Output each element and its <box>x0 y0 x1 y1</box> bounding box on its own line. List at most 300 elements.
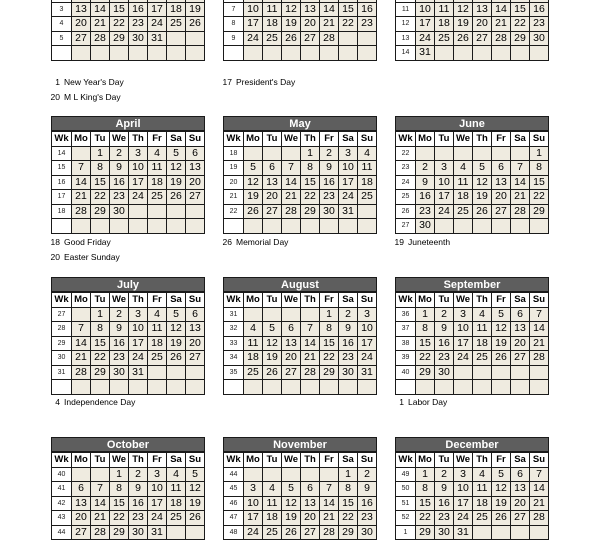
day-cell: 24 <box>129 351 148 366</box>
week-row <box>52 322 205 337</box>
day-cell: 20 <box>511 336 530 351</box>
weekday-header: Mo <box>244 453 263 468</box>
day-cell: 28 <box>320 31 339 46</box>
holiday-list <box>212 75 382 90</box>
month-title: July <box>51 277 205 292</box>
day-cell: 5 <box>186 467 205 482</box>
day-cell <box>492 146 511 161</box>
day-cell: 17 <box>435 190 454 205</box>
month-block <box>223 116 377 234</box>
day-cell: 19 <box>263 351 282 366</box>
day-cell: 15 <box>91 175 110 190</box>
week-number: 24 <box>396 175 416 190</box>
day-cell: 6 <box>186 307 205 322</box>
month-title: May <box>223 116 377 131</box>
day-cell: 10 <box>244 496 263 511</box>
day-cell <box>186 525 205 540</box>
week-row <box>224 175 377 190</box>
week-row <box>396 161 549 176</box>
day-cell <box>339 380 358 395</box>
week-number: 9 <box>224 31 244 46</box>
day-cell: 24 <box>148 511 167 526</box>
week-number: 7 <box>224 2 244 17</box>
weekday-header: Fr <box>320 132 339 147</box>
day-cell: 31 <box>148 525 167 540</box>
month-title: December <box>395 437 549 452</box>
day-cell: 8 <box>91 161 110 176</box>
weekday-header: Sa <box>167 453 186 468</box>
day-cell <box>263 467 282 482</box>
day-cell: 9 <box>358 482 377 497</box>
week-row <box>52 146 205 161</box>
day-cell: 19 <box>167 175 186 190</box>
day-cell: 15 <box>530 175 549 190</box>
day-cell: 11 <box>244 336 263 351</box>
week-row <box>224 380 377 395</box>
week-row <box>52 2 205 17</box>
day-cell <box>263 46 282 61</box>
day-cell <box>301 219 320 234</box>
holiday-date: 19 <box>394 237 404 247</box>
day-cell: 20 <box>492 190 511 205</box>
month-grid <box>51 131 205 234</box>
day-cell: 9 <box>110 161 129 176</box>
week-row <box>52 380 205 395</box>
day-cell: 13 <box>72 2 91 17</box>
day-cell: 14 <box>511 175 530 190</box>
day-cell <box>435 146 454 161</box>
weekday-header: Tu <box>91 132 110 147</box>
day-cell: 17 <box>148 496 167 511</box>
week-row <box>396 380 549 395</box>
day-cell: 22 <box>110 17 129 32</box>
weekday-header: We <box>110 453 129 468</box>
day-cell: 6 <box>263 161 282 176</box>
day-cell <box>473 380 492 395</box>
month-title: April <box>51 116 205 131</box>
day-cell <box>511 46 530 61</box>
weekday-header: Wk <box>52 132 72 147</box>
day-cell <box>244 467 263 482</box>
month-title: June <box>395 116 549 131</box>
day-cell: 14 <box>91 2 110 17</box>
week-row <box>52 46 205 61</box>
week-number: 28 <box>52 322 72 337</box>
day-cell: 2 <box>435 307 454 322</box>
week-row <box>52 525 205 540</box>
day-cell <box>435 380 454 395</box>
day-cell <box>454 365 473 380</box>
day-cell: 9 <box>416 175 435 190</box>
day-cell: 16 <box>129 496 148 511</box>
week-row <box>52 482 205 497</box>
week-number: 14 <box>52 146 72 161</box>
day-cell: 16 <box>530 2 549 17</box>
day-cell <box>148 219 167 234</box>
month-title: September <box>395 277 549 292</box>
day-cell <box>473 146 492 161</box>
month-block <box>223 437 377 540</box>
day-cell: 19 <box>186 2 205 17</box>
day-cell: 14 <box>72 336 91 351</box>
week-number: 8 <box>224 17 244 32</box>
day-cell: 29 <box>416 525 435 540</box>
week-number <box>396 380 416 395</box>
day-cell <box>167 31 186 46</box>
month-block <box>395 0 549 61</box>
day-cell: 25 <box>167 17 186 32</box>
week-row <box>396 146 549 161</box>
weekday-header: We <box>110 132 129 147</box>
week-row <box>396 17 549 32</box>
day-cell <box>186 380 205 395</box>
day-cell: 19 <box>167 336 186 351</box>
weekday-header: Wk <box>396 293 416 308</box>
day-cell: 10 <box>454 322 473 337</box>
day-cell: 31 <box>454 525 473 540</box>
day-cell <box>511 380 530 395</box>
week-row <box>224 525 377 540</box>
day-cell <box>148 380 167 395</box>
day-cell: 26 <box>454 31 473 46</box>
day-cell: 26 <box>492 511 511 526</box>
day-cell: 2 <box>358 467 377 482</box>
day-cell: 3 <box>148 467 167 482</box>
weekday-header: Mo <box>416 132 435 147</box>
week-number: 22 <box>396 146 416 161</box>
month-grid <box>395 292 549 395</box>
weekday-header: We <box>282 132 301 147</box>
day-cell: 10 <box>339 161 358 176</box>
day-cell: 10 <box>358 322 377 337</box>
day-cell: 21 <box>91 511 110 526</box>
day-cell: 9 <box>435 482 454 497</box>
week-number: 42 <box>52 496 72 511</box>
day-cell <box>186 219 205 234</box>
weekday-header: Wk <box>224 132 244 147</box>
day-cell <box>530 365 549 380</box>
day-cell: 13 <box>301 2 320 17</box>
weekday-header: Wk <box>52 453 72 468</box>
week-number: 20 <box>224 175 244 190</box>
weekday-header: Th <box>473 453 492 468</box>
week-row <box>224 496 377 511</box>
day-cell: 20 <box>301 511 320 526</box>
day-cell: 29 <box>301 204 320 219</box>
holiday-date: 1 <box>399 397 404 407</box>
day-cell: 28 <box>282 204 301 219</box>
day-cell: 18 <box>244 351 263 366</box>
week-number: 16 <box>52 175 72 190</box>
day-cell: 1 <box>91 307 110 322</box>
day-cell: 17 <box>148 2 167 17</box>
month-block <box>51 116 205 234</box>
day-cell <box>435 46 454 61</box>
week-row <box>52 496 205 511</box>
day-cell <box>511 525 530 540</box>
day-cell <box>148 46 167 61</box>
day-cell: 8 <box>416 482 435 497</box>
day-cell: 13 <box>492 175 511 190</box>
day-cell: 21 <box>530 336 549 351</box>
day-cell <box>148 204 167 219</box>
day-cell: 12 <box>282 496 301 511</box>
holiday-item <box>212 235 382 250</box>
day-cell <box>358 204 377 219</box>
day-cell: 26 <box>186 17 205 32</box>
day-cell: 28 <box>320 525 339 540</box>
day-cell: 6 <box>492 161 511 176</box>
day-cell: 26 <box>186 511 205 526</box>
day-cell: 29 <box>110 31 129 46</box>
day-cell: 27 <box>473 31 492 46</box>
week-row <box>52 351 205 366</box>
day-cell: 24 <box>244 31 263 46</box>
weekday-header-row <box>396 293 549 308</box>
week-row <box>396 511 549 526</box>
week-number: 27 <box>396 219 416 234</box>
day-cell: 5 <box>167 307 186 322</box>
week-number: 17 <box>52 190 72 205</box>
day-cell: 3 <box>129 307 148 322</box>
holiday-name: M L King's Day <box>64 92 121 102</box>
day-cell: 1 <box>91 146 110 161</box>
week-row <box>396 496 549 511</box>
day-cell: 10 <box>244 2 263 17</box>
week-number: 46 <box>224 496 244 511</box>
day-cell: 24 <box>416 31 435 46</box>
week-row <box>52 204 205 219</box>
weekday-header: Th <box>301 132 320 147</box>
day-cell: 29 <box>511 31 530 46</box>
day-cell: 1 <box>530 146 549 161</box>
day-cell <box>454 219 473 234</box>
week-number: 44 <box>52 525 72 540</box>
day-cell: 5 <box>492 307 511 322</box>
day-cell <box>148 365 167 380</box>
day-cell <box>167 365 186 380</box>
day-cell <box>320 219 339 234</box>
day-cell: 5 <box>167 146 186 161</box>
day-cell: 13 <box>282 336 301 351</box>
week-number <box>52 219 72 234</box>
day-cell <box>473 219 492 234</box>
day-cell <box>282 380 301 395</box>
day-cell <box>72 380 91 395</box>
day-cell: 2 <box>129 467 148 482</box>
week-row <box>396 190 549 205</box>
day-cell: 15 <box>301 175 320 190</box>
day-cell: 24 <box>454 351 473 366</box>
day-cell: 20 <box>186 336 205 351</box>
day-cell: 7 <box>511 161 530 176</box>
weekday-header-row <box>52 132 205 147</box>
weekday-header: Su <box>358 293 377 308</box>
day-cell: 25 <box>263 525 282 540</box>
day-cell: 17 <box>454 496 473 511</box>
day-cell: 7 <box>320 482 339 497</box>
day-cell: 20 <box>473 17 492 32</box>
day-cell: 20 <box>263 190 282 205</box>
week-number: 45 <box>224 482 244 497</box>
day-cell: 14 <box>530 322 549 337</box>
weekday-header: Fr <box>492 132 511 147</box>
day-cell: 18 <box>263 17 282 32</box>
day-cell: 4 <box>358 146 377 161</box>
day-cell <box>416 380 435 395</box>
month-grid <box>223 452 377 540</box>
week-number: 33 <box>224 336 244 351</box>
day-cell: 23 <box>435 351 454 366</box>
week-row <box>52 467 205 482</box>
week-number: 31 <box>52 365 72 380</box>
day-cell: 23 <box>358 511 377 526</box>
holiday-list <box>40 75 210 105</box>
day-cell: 5 <box>473 161 492 176</box>
weekday-header: Su <box>530 293 549 308</box>
weekday-header: Sa <box>511 453 530 468</box>
day-cell: 15 <box>416 336 435 351</box>
weekday-header: Tu <box>435 293 454 308</box>
day-cell: 17 <box>244 511 263 526</box>
day-cell <box>358 380 377 395</box>
day-cell <box>358 219 377 234</box>
day-cell: 3 <box>454 467 473 482</box>
day-cell: 2 <box>416 161 435 176</box>
day-cell: 22 <box>511 17 530 32</box>
day-cell: 22 <box>301 190 320 205</box>
day-cell: 20 <box>72 511 91 526</box>
week-number: 1 <box>396 525 416 540</box>
week-row <box>224 146 377 161</box>
day-cell: 6 <box>301 482 320 497</box>
day-cell <box>186 204 205 219</box>
day-cell: 17 <box>358 336 377 351</box>
day-cell: 16 <box>320 175 339 190</box>
day-cell: 22 <box>91 351 110 366</box>
holiday-name: Independence Day <box>64 397 136 407</box>
day-cell: 25 <box>244 365 263 380</box>
day-cell: 19 <box>282 511 301 526</box>
week-number: 13 <box>396 31 416 46</box>
week-number: 18 <box>52 204 72 219</box>
day-cell: 17 <box>416 17 435 32</box>
day-cell: 3 <box>244 482 263 497</box>
day-cell: 23 <box>358 17 377 32</box>
weekday-header: Fr <box>320 293 339 308</box>
day-cell <box>263 307 282 322</box>
weekday-header: Su <box>358 132 377 147</box>
day-cell <box>339 219 358 234</box>
weekday-header-row <box>396 453 549 468</box>
day-cell: 25 <box>473 511 492 526</box>
day-cell: 17 <box>339 175 358 190</box>
day-cell: 25 <box>148 351 167 366</box>
day-cell: 18 <box>148 336 167 351</box>
day-cell: 6 <box>511 467 530 482</box>
week-row <box>396 482 549 497</box>
weekday-header: Wk <box>224 453 244 468</box>
day-cell: 17 <box>129 175 148 190</box>
holiday-date: 17 <box>222 77 232 87</box>
holiday-name: New Year's Day <box>64 77 124 87</box>
week-row <box>396 307 549 322</box>
week-number: 5 <box>52 31 72 46</box>
day-cell: 15 <box>91 336 110 351</box>
holiday-list <box>384 395 554 410</box>
day-cell: 2 <box>339 307 358 322</box>
day-cell: 6 <box>186 146 205 161</box>
day-cell: 11 <box>148 161 167 176</box>
day-cell: 3 <box>129 146 148 161</box>
day-cell <box>263 219 282 234</box>
week-row <box>224 46 377 61</box>
week-number: 36 <box>396 307 416 322</box>
day-cell: 22 <box>530 190 549 205</box>
week-row <box>224 307 377 322</box>
day-cell: 5 <box>263 322 282 337</box>
day-cell: 4 <box>473 307 492 322</box>
day-cell: 18 <box>435 17 454 32</box>
day-cell <box>186 31 205 46</box>
day-cell: 10 <box>435 175 454 190</box>
day-cell <box>244 146 263 161</box>
day-cell: 21 <box>72 190 91 205</box>
day-cell: 16 <box>358 2 377 17</box>
day-cell <box>91 219 110 234</box>
holiday-name: Good Friday <box>64 237 111 247</box>
month-block <box>395 437 549 540</box>
day-cell: 23 <box>435 511 454 526</box>
day-cell: 20 <box>282 351 301 366</box>
month-block <box>395 116 549 234</box>
day-cell <box>282 307 301 322</box>
day-cell: 23 <box>129 17 148 32</box>
day-cell: 23 <box>339 351 358 366</box>
day-cell <box>167 219 186 234</box>
day-cell: 18 <box>167 2 186 17</box>
day-cell: 24 <box>435 204 454 219</box>
day-cell: 15 <box>339 2 358 17</box>
day-cell: 15 <box>110 2 129 17</box>
day-cell <box>511 146 530 161</box>
holiday-name: Easter Sunday <box>64 252 120 262</box>
week-row <box>224 161 377 176</box>
day-cell: 13 <box>263 175 282 190</box>
week-row <box>396 525 549 540</box>
day-cell: 30 <box>435 365 454 380</box>
week-row <box>52 175 205 190</box>
week-number: 47 <box>224 511 244 526</box>
holiday-item <box>40 75 210 90</box>
week-row <box>52 511 205 526</box>
day-cell: 2 <box>320 146 339 161</box>
day-cell <box>511 365 530 380</box>
weekday-header: Th <box>301 293 320 308</box>
day-cell: 10 <box>416 2 435 17</box>
day-cell: 26 <box>244 204 263 219</box>
day-cell <box>282 146 301 161</box>
day-cell: 23 <box>530 17 549 32</box>
day-cell: 4 <box>148 146 167 161</box>
day-cell: 1 <box>416 467 435 482</box>
day-cell: 24 <box>358 351 377 366</box>
day-cell: 19 <box>492 336 511 351</box>
day-cell: 11 <box>358 161 377 176</box>
day-cell: 16 <box>435 336 454 351</box>
weekday-header: Wk <box>224 293 244 308</box>
week-number: 14 <box>396 46 416 61</box>
